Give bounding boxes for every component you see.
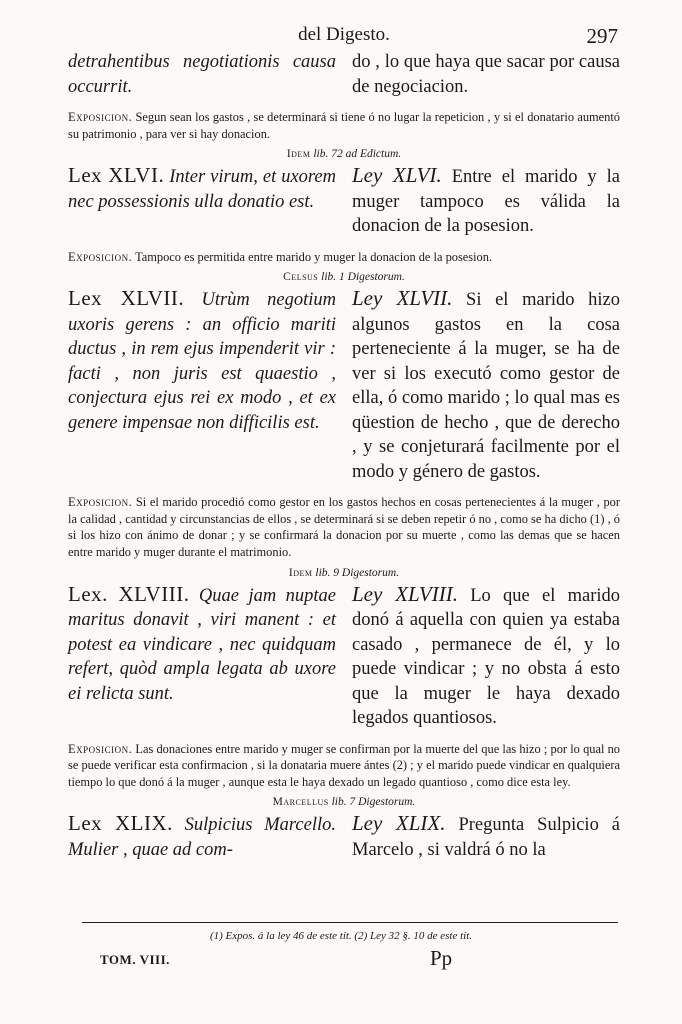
ley-heading: Ley XLVI. — [352, 163, 442, 188]
ley-heading: Ley XLVII. — [352, 286, 453, 311]
footnote: (1) Expos. á la ley 46 de este tit. (2) Ley 32 §. 10 de este tit. — [209, 930, 473, 942]
latin-text: Utrùm negotium uxoris gerens : an officio mariti ductus , in rem ejus impenderit vir : facti , non juris est quaestio , conjectura ejus rei ex modo , et ex genere impensae non difficilis est. — [68, 290, 336, 433]
source-reference: lib. 9 Digestorum. — [315, 566, 400, 579]
source-author: Idem — [288, 566, 313, 579]
exposicion-label: Exposicion. — [68, 249, 133, 264]
ley-heading: Ley XLVIII. — [352, 581, 458, 606]
exposicion-text: Si el marido procedió como gestor en los gastos hechos en cosas pertenecientes á la muger , por la calidad , cantidad y circunstancias de ellos , se determinará si se deben repetir ó no , como se ha dicho (1) , ó si los hizo con ánimo de donar ; y se confirmará la donacion por su muerte , como las demas que se hacen entre marido y muger durante el matrimonio. — [68, 495, 620, 560]
source-citation — [68, 567, 620, 579]
exposicion-paragraph — [68, 109, 620, 142]
exposicion-paragraph — [68, 249, 620, 266]
exposicion-text: Segun sean los gastos , se determinará si tiene ó no lugar la repeticion , y si el donatario aumentó su patrimonio , para ver si hay donacion. — [68, 110, 620, 141]
running-header — [68, 20, 620, 50]
spanish-column — [352, 286, 620, 484]
footnote-rule — [82, 922, 618, 923]
spanish-text: Lo que el marido donó á aquella con quien ya estaba casado , permanece de él, y lo puede vindicar ; y no obsta á esto que la muger le haya dexado legados quantiosos. — [352, 585, 620, 729]
spanish-text: Si el marido hizo algunos gastos en la cosa perteneciente á la muger, se ha de ver si los executó como gestor de ella, ó como marido ; lo qual mas es qüestion de hecho , que de derecho , y se conjeturará facilmente por el modo y género de gastos. — [352, 290, 620, 482]
source-citation — [68, 148, 620, 160]
spanish-text: Entre el marido y la muger tampoco es válida la donacion de la posesion. — [352, 167, 621, 237]
exposicion-label: Exposicion. — [68, 741, 133, 756]
page-number: 297 — [586, 24, 618, 48]
latin-column — [68, 582, 336, 731]
exposicion-paragraph — [68, 741, 620, 791]
running-title: del Digesto. — [298, 24, 390, 45]
spanish-column — [352, 163, 620, 239]
source-reference: lib. 72 ad Edictum. — [313, 148, 402, 161]
source-citation — [68, 271, 620, 283]
continued-passage — [68, 50, 620, 99]
lex-heading: Lex. XLVIII. — [68, 581, 190, 606]
lex-heading: Lex XLVI. — [68, 163, 165, 188]
law-block-46 — [68, 163, 620, 239]
source-reference: lib. 7 Digestorum. — [331, 796, 416, 809]
page-content — [68, 20, 620, 862]
source-author: Celsus — [283, 271, 319, 284]
signature-mark: Pp — [430, 946, 453, 970]
spanish-column — [352, 582, 620, 731]
exposicion-paragraph — [68, 494, 620, 560]
source-author: Marcellus — [272, 796, 329, 809]
exposicion-label: Exposicion. — [68, 495, 133, 510]
latin-column: detrahentibus negotiationis causa occurrit. — [68, 52, 336, 97]
law-block-48 — [68, 582, 620, 731]
spanish-column: do , lo que haya que sacar por causa de negociacion. — [352, 52, 620, 97]
law-block-49 — [68, 811, 620, 862]
law-block-47 — [68, 286, 620, 484]
latin-text: Quae jam nuptae maritus donavit , viri manent : et potest ea vindicare , nec quidquam refert, quòd ampla legata ab uxore ei relicta sunt. — [68, 585, 337, 704]
exposicion-text: Tampoco es permitida entre marido y muger la donacion de la posesion. — [135, 249, 493, 264]
latin-text: Inter virum, et uxorem nec possessionis ulla donatio est. — [68, 167, 336, 212]
ley-heading: Ley XLIX. — [352, 811, 446, 836]
volume-marker: TOM. VIII. — [100, 952, 170, 967]
spanish-column — [352, 811, 620, 862]
source-reference: lib. 1 Digestorum. — [321, 271, 405, 284]
latin-column — [68, 286, 336, 484]
latin-text: Sulpicius Marcello. Mulier , quae ad com- — [68, 815, 336, 860]
lex-heading: Lex XLVII. — [68, 286, 185, 311]
spanish-text: Pregunta Sulpicio á Marcelo , si valdrá ó no la — [352, 815, 620, 860]
latin-column — [68, 811, 336, 862]
exposicion-text: Las donaciones entre marido y muger se confirman por la muerte del que las hizo ; por lo qual no se puede verificar esta confirmacion , si la donataria muere ántes (2) ; y el marido puede vindicar en qualquiera tiempo lo que donó á la muger , aunque esta le haya dexado un legado quantioso , como dice esta ley. — [68, 741, 620, 789]
latin-column — [68, 163, 336, 239]
lex-heading: Lex XLIX. — [68, 811, 173, 836]
exposicion-label: Exposicion. — [68, 110, 133, 124]
source-citation — [68, 796, 620, 808]
source-author: Idem — [286, 148, 311, 161]
